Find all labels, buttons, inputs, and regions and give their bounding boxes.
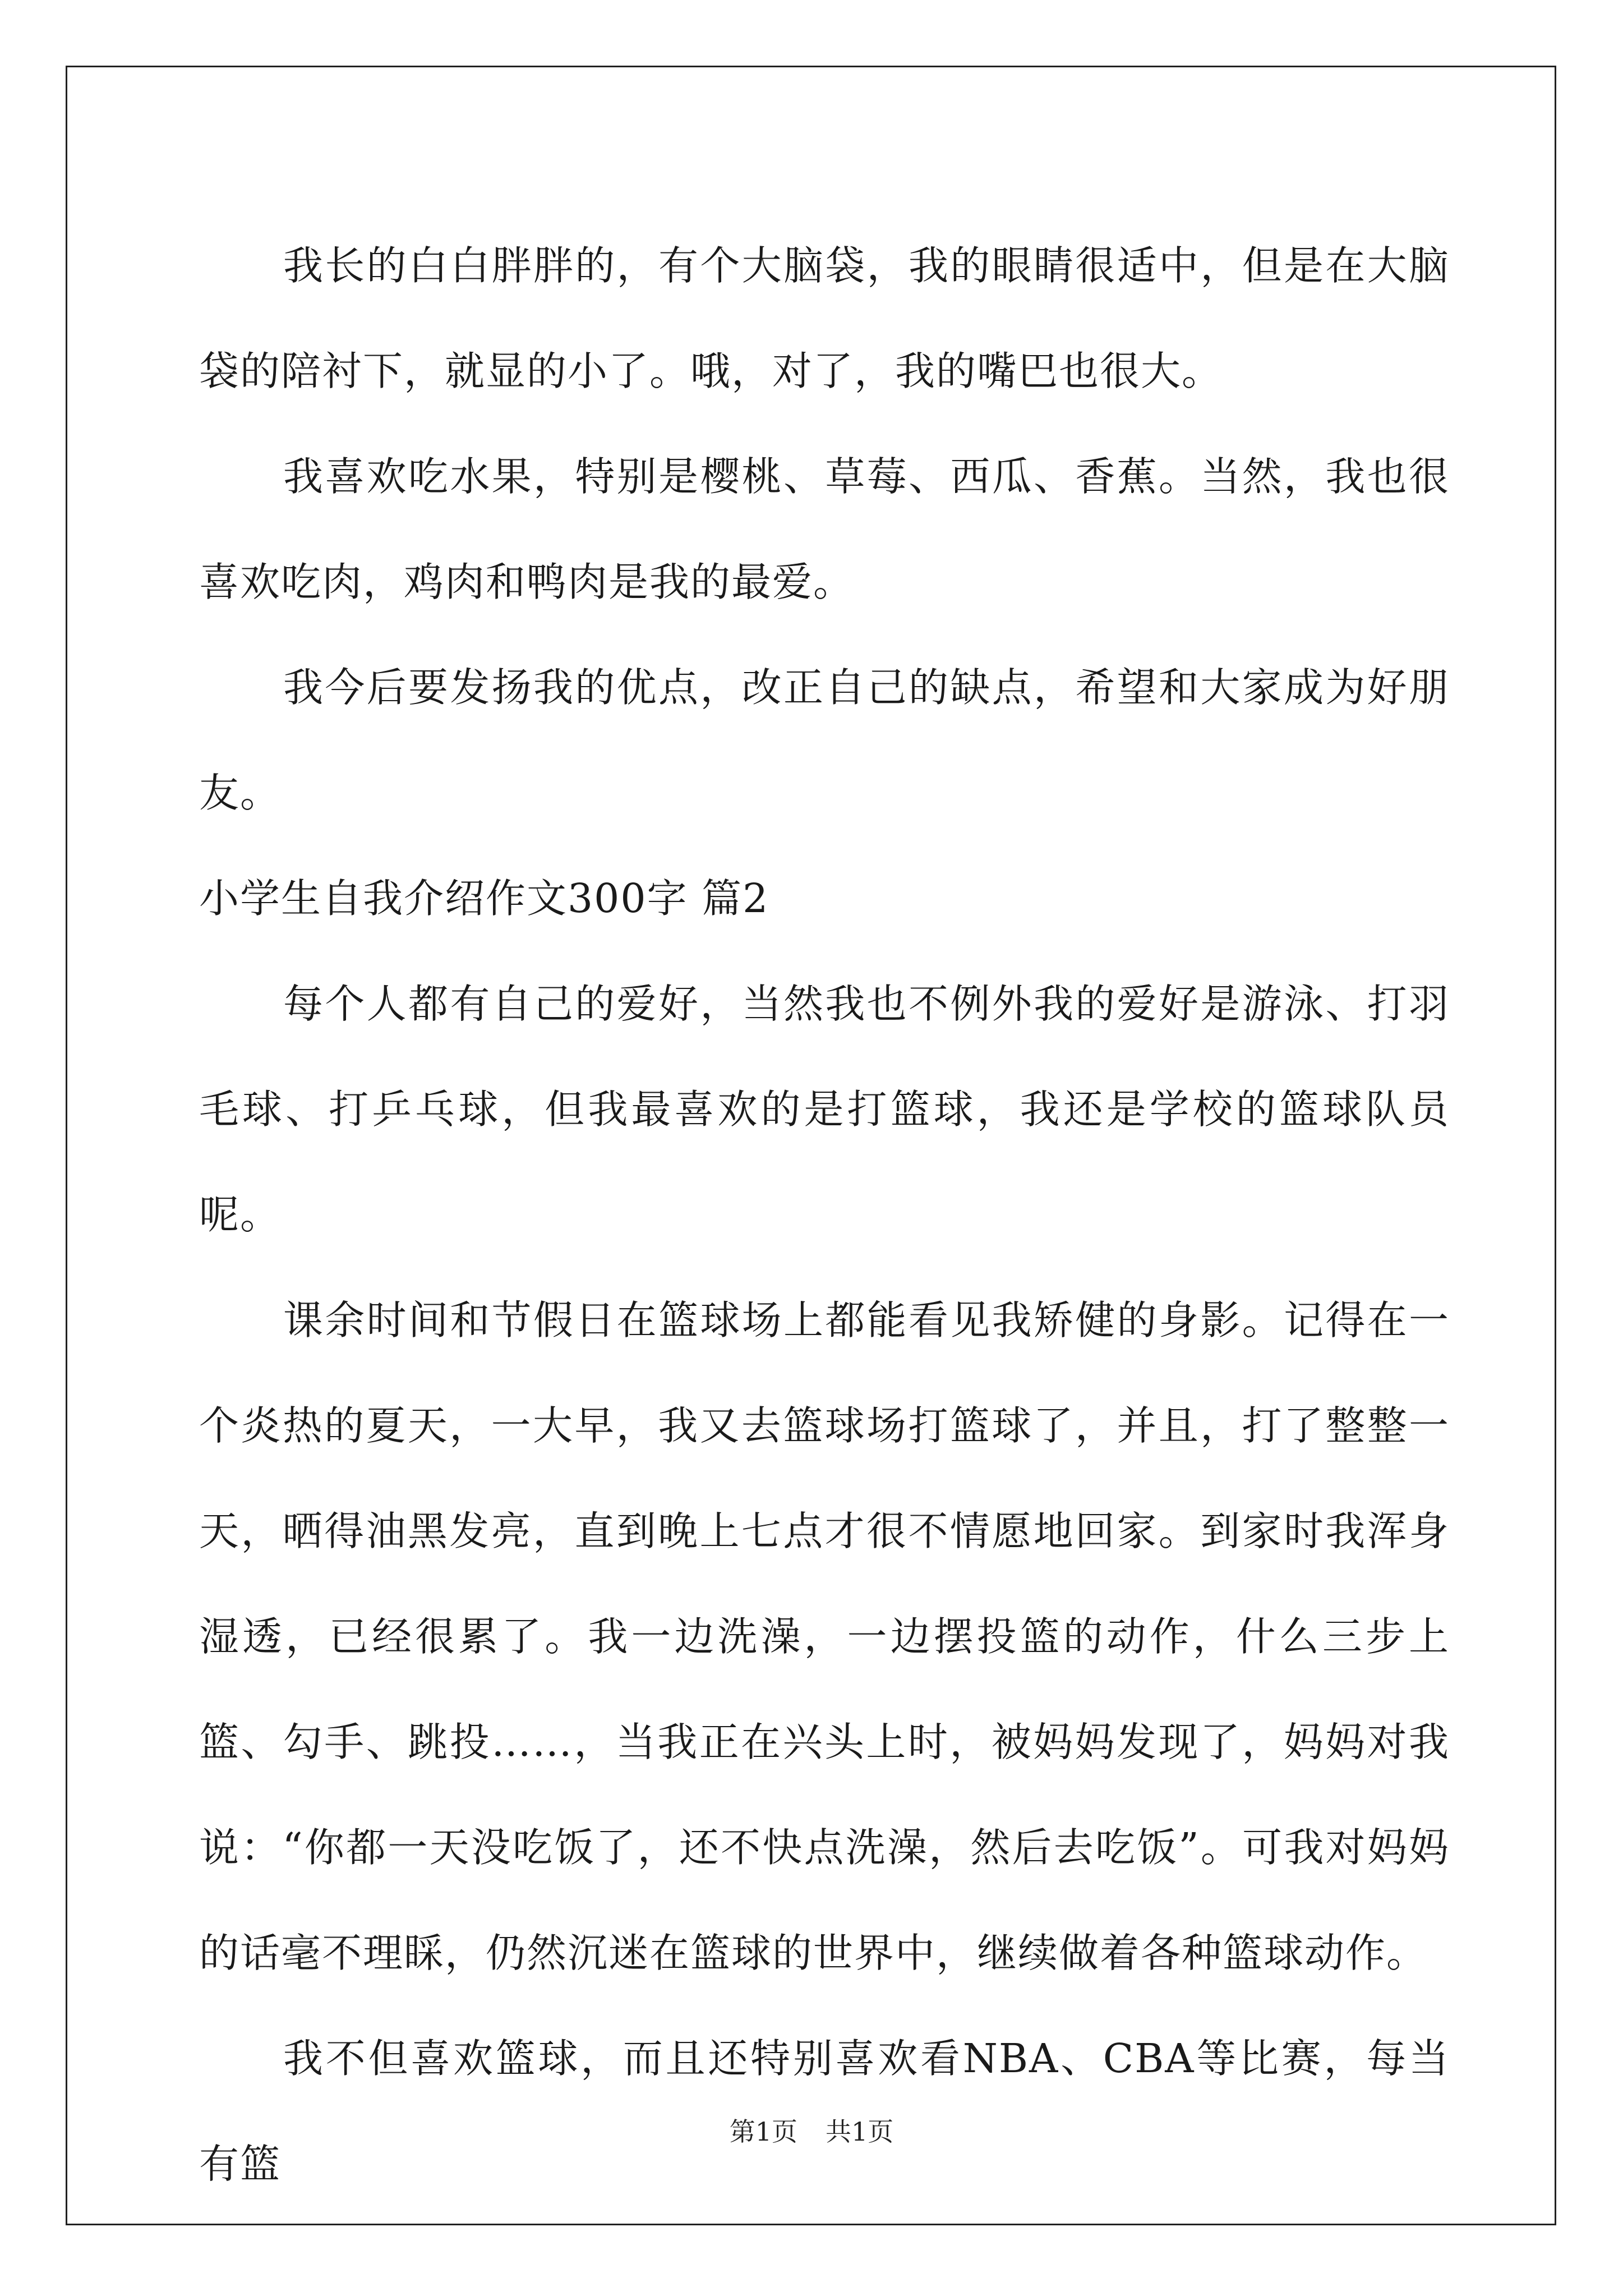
section-heading: 小学生自我介绍作文300字 篇2 <box>199 875 769 922</box>
page-total: 共1页 <box>826 2116 894 2147</box>
document-body <box>199 213 1450 2217</box>
paragraph: 每个人都有自己的爱好，当然我也不例外我的爱好是游泳、打羽毛球、打乒乓球，但我最喜欢的是打篮球，我还是学校的篮球队员呢。 <box>199 981 1450 1238</box>
page-footer <box>0 2115 1623 2148</box>
paragraph: 课余时间和节假日在篮球场上都能看见我矫健的身影。记得在一个炎热的夏天，一大早，我又去篮球场打篮球了，并且，打了整整一天，晒得油黑发亮，直到晚上七点才很不情愿地回家。到家时我浑身湿透，已经很累了。我一边洗澡，一边摆投篮的动作，什么三步上篮、勾手、跳投……，当我正在兴头上时，被妈妈发现了，妈妈对我说：“你都一天没吃饭了，还不快点洗澡，然后去吃饭”。可我对妈妈的话毫不理睬，仍然沉迷在篮球的世界中，继续做着各种篮球动作。 <box>199 1297 1450 1976</box>
paragraph: 我长的白白胖胖的，有个大脑袋，我的眼睛很适中，但是在大脑袋的陪衬下，就显的小了。哦，对了，我的嘴巴也很大。 <box>199 242 1450 394</box>
paragraph: 我喜欢吃水果，特别是樱桃、草莓、西瓜、香蕉。当然，我也很喜欢吃肉，鸡肉和鸭肉是我的最爱。 <box>199 453 1450 605</box>
page-number: 第1页 <box>729 2116 797 2147</box>
paragraph: 我今后要发扬我的优点，改正自己的缺点，希望和大家成为好朋友。 <box>199 664 1450 816</box>
paragraph: 我不但喜欢篮球，而且还特别喜欢看NBA、CBA等比赛，每当有篮 <box>199 2035 1450 2187</box>
